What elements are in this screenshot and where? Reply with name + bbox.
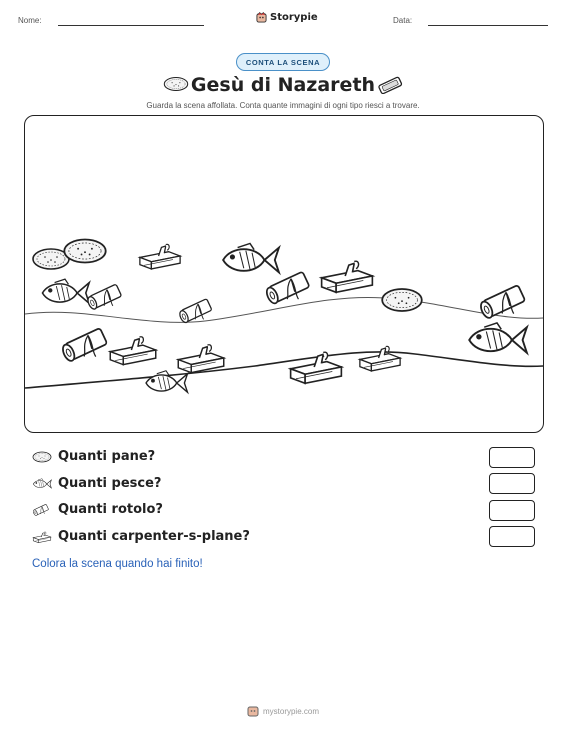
date-field[interactable] xyxy=(428,25,548,26)
date-label: Data: xyxy=(393,16,413,25)
question-scroll xyxy=(32,502,163,517)
answer-box-bread[interactable] xyxy=(489,447,535,468)
scene-frame xyxy=(24,115,544,433)
carpenter-plane-item xyxy=(178,345,224,373)
bread-item xyxy=(64,240,105,263)
bread-icon xyxy=(32,450,52,464)
scroll-item xyxy=(86,284,121,310)
question-text: Quanti carpenter-s-plane? xyxy=(58,529,250,544)
fish-icon xyxy=(32,477,52,491)
scene-badge: CONTA LA SCENA xyxy=(236,53,330,71)
scene-drawing xyxy=(25,116,543,432)
question-text: Quanti pesce? xyxy=(58,476,162,491)
fish-item xyxy=(469,323,527,353)
brand-name: Storypie xyxy=(270,12,318,23)
name-field[interactable] xyxy=(58,25,204,26)
scroll-item xyxy=(61,328,108,363)
fish-item xyxy=(223,243,279,272)
question-bread xyxy=(32,449,155,464)
scroll-item xyxy=(479,285,526,320)
carpenter-plane-item xyxy=(322,261,373,292)
question-carpenter-plane xyxy=(32,529,250,544)
storypie-icon xyxy=(247,705,259,717)
scroll-icon xyxy=(32,503,52,517)
carpenter-plane-icon xyxy=(376,76,404,94)
carpenter-plane-item xyxy=(140,244,180,269)
carpenter-plane-icon xyxy=(32,530,52,544)
fish-item xyxy=(42,279,89,303)
carpenter-plane-item xyxy=(110,337,156,365)
coloring-note: Colora la scena quando hai finito! xyxy=(32,558,203,570)
brand-logo xyxy=(256,12,318,23)
page-title: Gesù di Nazareth xyxy=(190,74,376,96)
carpenter-plane-item xyxy=(360,346,400,371)
scroll-item xyxy=(178,299,212,324)
answer-box-scroll[interactable] xyxy=(489,500,535,521)
site-footer xyxy=(0,705,566,717)
answer-box-fish[interactable] xyxy=(489,473,535,494)
question-text: Quanti pane? xyxy=(58,449,156,464)
bread-item xyxy=(382,289,422,311)
instructions: Guarda la scena affollata. Conta quante immagini di ogni tipo riesci a trovare. xyxy=(146,101,420,110)
question-text: Quanti rotolo? xyxy=(58,502,163,517)
name-label: Nome: xyxy=(18,16,42,25)
question-fish xyxy=(32,476,161,491)
scroll-item xyxy=(265,272,310,305)
answer-box-carpenter-plane[interactable] xyxy=(489,526,535,547)
site-url: mystorypie.com xyxy=(262,706,319,716)
storypie-icon xyxy=(256,12,267,23)
